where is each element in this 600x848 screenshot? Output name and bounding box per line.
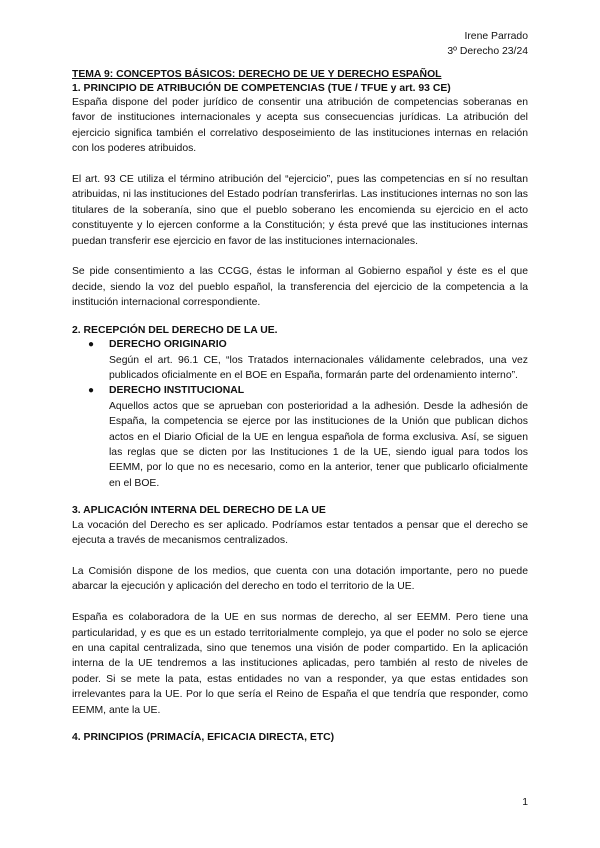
section-2-list — [72, 337, 528, 491]
section-2-heading: 2. RECEPCIÓN DEL DERECHO DE LA UE. — [72, 324, 278, 336]
list-item-text: Aquellos actos que se aprueban con posterioridad a la adhesión. Desde la adhesión de España, la competencia se ejerce por las instituciones de la Unión que publican dichos actos en el Diario Oficial de la UE en lengua española de forma exclusiva. Así, se siguen las reglas que se dicten por las Instituciones 1 de la UE, siendo igual para todos los EEMM, por lo que no es necesario, como en la anterior, tener que publicarlo oficialmente en el BOE. — [109, 400, 528, 489]
section-4-heading: 4. PRINCIPIOS (PRIMACÍA, EFICACIA DIRECTA, ETC) — [72, 731, 335, 743]
section-1-paragraph-1: España dispone del poder jurídico de consentir una atribución de competencias soberanas en favor de instituciones internacionales y acepta sus consecuencias jurídicas. La atribución del ejercicio significa también el correlativo desposeimiento de las instituciones internas en relación con los poderes atribuidos. — [72, 97, 528, 155]
section-3-paragraph-2: La Comisión dispone de los medios, que cuenta con una dotación importante, pero no puede abarcar la ejecución y aplicación del derecho en todo el territorio de la UE. — [72, 565, 528, 593]
author-name: Irene Parrado — [464, 31, 528, 42]
course-label: 3º Derecho 23/24 — [447, 45, 528, 57]
list-item-title: DERECHO INSTITUCIONAL — [109, 385, 245, 397]
document-page — [72, 30, 528, 744]
list-item — [72, 337, 528, 383]
section-1-heading: 1. PRINCIPIO DE ATRIBUCIÓN DE COMPETENCIAS (TUE / TFUE y art. 93 CE) — [72, 82, 451, 94]
document-title: TEMA 9: CONCEPTOS BÁSICOS: DERECHO DE UE Y DERECHO ESPAÑOL — [72, 69, 442, 80]
section-3-heading: 3. APLICACIÓN INTERNA DEL DERECHO DE LA UE — [72, 505, 326, 517]
bullet-icon: ● — [88, 385, 95, 397]
bullet-icon: ● — [88, 339, 95, 351]
section-3-paragraph-3: España es colaboradora de la UE en sus normas de derecho, al ser EEMM. Pero tiene una particularidad, y es que es un estado territorialmente complejo, ya que el poder no solo se ejerce en una capital centralizada, sino que tenemos una visión de poder compartido. En la aplicación interna de la UE tendremos a las instituciones aplicadas, pero también al resto de niveles de poder. Si se mete la pata, estas entidades no van a responder, ya que estas entidades son irrelevantes para la UE. Por lo que sería el Reino de España el que tendría que responder, como EEMM, ante la UE. — [72, 612, 528, 716]
section-1-paragraph-3: Se pide consentimiento a las CCGG, éstas le informan al Gobierno español y éste es el que decide, siendo la voz del pueblo español, la transferencia del ejercicio de la competencia a la institución internacional correspondiente. — [72, 266, 528, 309]
section-1-paragraph-2: El art. 93 CE utiliza el término atribución del “ejercicio”, pues las competencias en sí no resultan atribuidas, ni las instituciones del Estado podrían transferirlas. Las instituciones internas no son las titulares de la soberanía, sino que el pueblo soberano les encomienda su ejercicio en el acto constituyente y lo ejercen conforme a la Constitución; y ésta prevé que las instituciones internas puedan transferir ese ejercicio en favor de las instituciones internacionales. — [72, 174, 528, 247]
list-item-title: DERECHO ORIGINARIO — [109, 339, 227, 351]
header — [72, 30, 528, 59]
list-item-text: Según el art. 96.1 CE, “los Tratados internacionales válidamente celebrados, una vez publicados oficialmente en el BOE en España, formarán parte del ordenamiento interno”. — [109, 354, 528, 381]
page-number: 1 — [522, 797, 528, 808]
list-item — [72, 383, 528, 491]
section-3-paragraph-1: La vocación del Derecho es ser aplicado. Podríamos estar tentados a pensar que el derecho se ejecuta a través de mecanismos centralizados. — [72, 519, 528, 547]
